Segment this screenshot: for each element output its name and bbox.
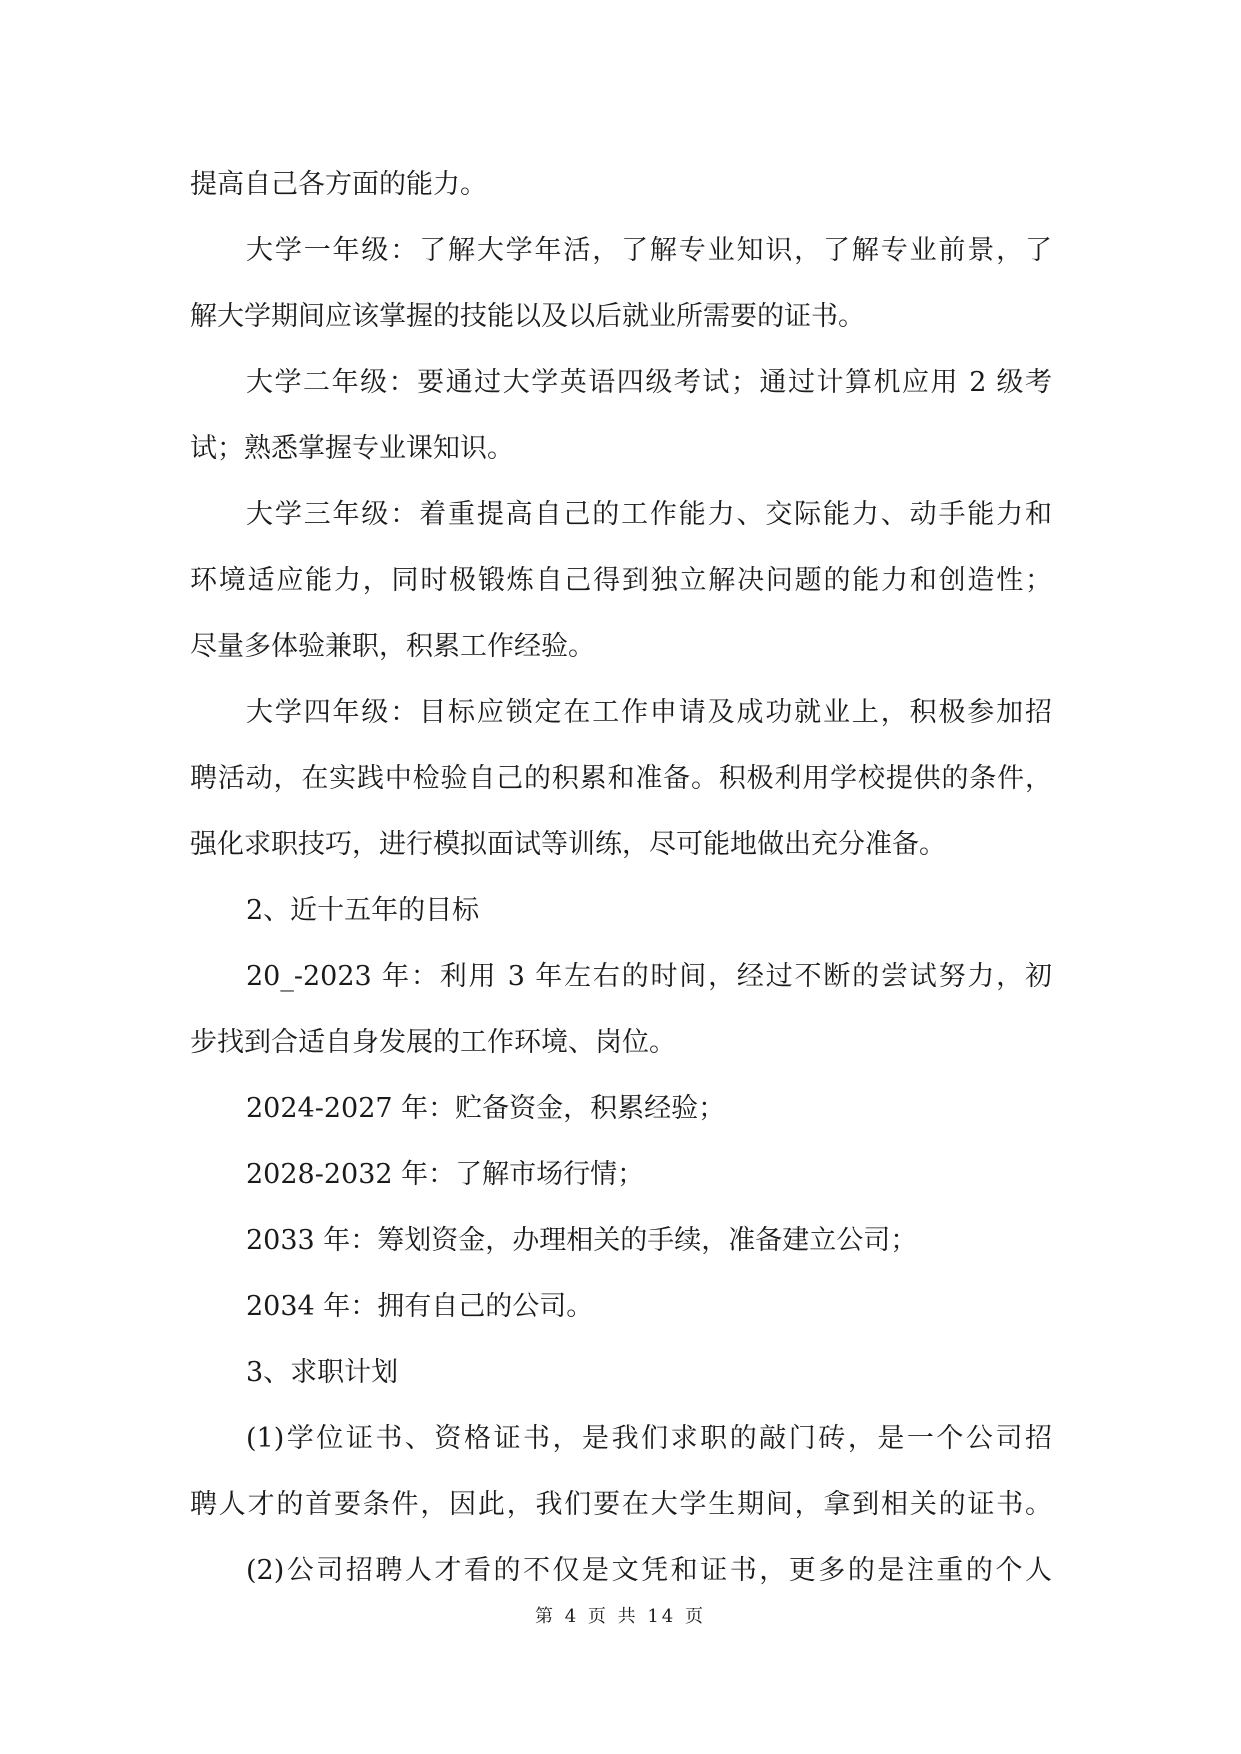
text-line: 试；熟悉掌握专业课知识。 [190,433,514,464]
text-line: 大学一年级：了解大学年活，了解专业知识，了解专业前景，了 [246,235,1052,266]
text-line: 2028-2032 年：了解市场行情； [246,1159,645,1190]
text-line: 2033 年：筹划资金，办理相关的手续，准备建立公司； [246,1225,918,1256]
page-number-footer: 第 4 页 共 14 页 [535,1606,706,1627]
text-line: 聘人才的首要条件，因此，我们要在大学生期间，拿到相关的证书。 [190,1489,1052,1520]
text-line: 大学二年级：要通过大学英语四级考试；通过计算机应用 2 级考 [246,367,1052,398]
text-line: 大学四年级：目标应锁定在工作申请及成功就业上，积极参加招 [246,697,1052,728]
section-heading: 2、近十五年的目标 [246,895,480,926]
text-line: 聘活动，在实践中检验自己的积累和准备。积极利用学校提供的条件， [190,763,1052,794]
text-line: 解大学期间应该掌握的技能以及以后就业所需要的证书。 [190,301,865,332]
text-line: (2)公司招聘人才看的不仅是文凭和证书，更多的是注重的个人 [246,1555,1052,1586]
document-body [190,152,1052,1604]
text-line: 提高自己各方面的能力。 [190,169,487,200]
section-heading: 3、求职计划 [246,1357,399,1388]
text-line: 20_-2023 年：利用 3 年左右的时间，经过不断的尝试努力，初 [246,961,1052,992]
text-line: 2024-2027 年：贮备资金，积累经验； [246,1093,726,1124]
text-line: 强化求职技巧，进行模拟面试等训练，尽可能地做出充分准备。 [190,829,946,860]
text-line: 步找到合适自身发展的工作环境、岗位。 [190,1027,676,1058]
text-line: 2034 年：拥有自己的公司。 [246,1291,594,1322]
text-line: 大学三年级：着重提高自己的工作能力、交际能力、动手能力和 [246,499,1052,530]
text-line: 尽量多体验兼职，积累工作经验。 [190,631,595,662]
text-line: 环境适应能力，同时极锻炼自己得到独立解决问题的能力和创造性； [190,565,1052,596]
text-line: (1)学位证书、资格证书，是我们求职的敲门砖，是一个公司招 [246,1423,1052,1454]
